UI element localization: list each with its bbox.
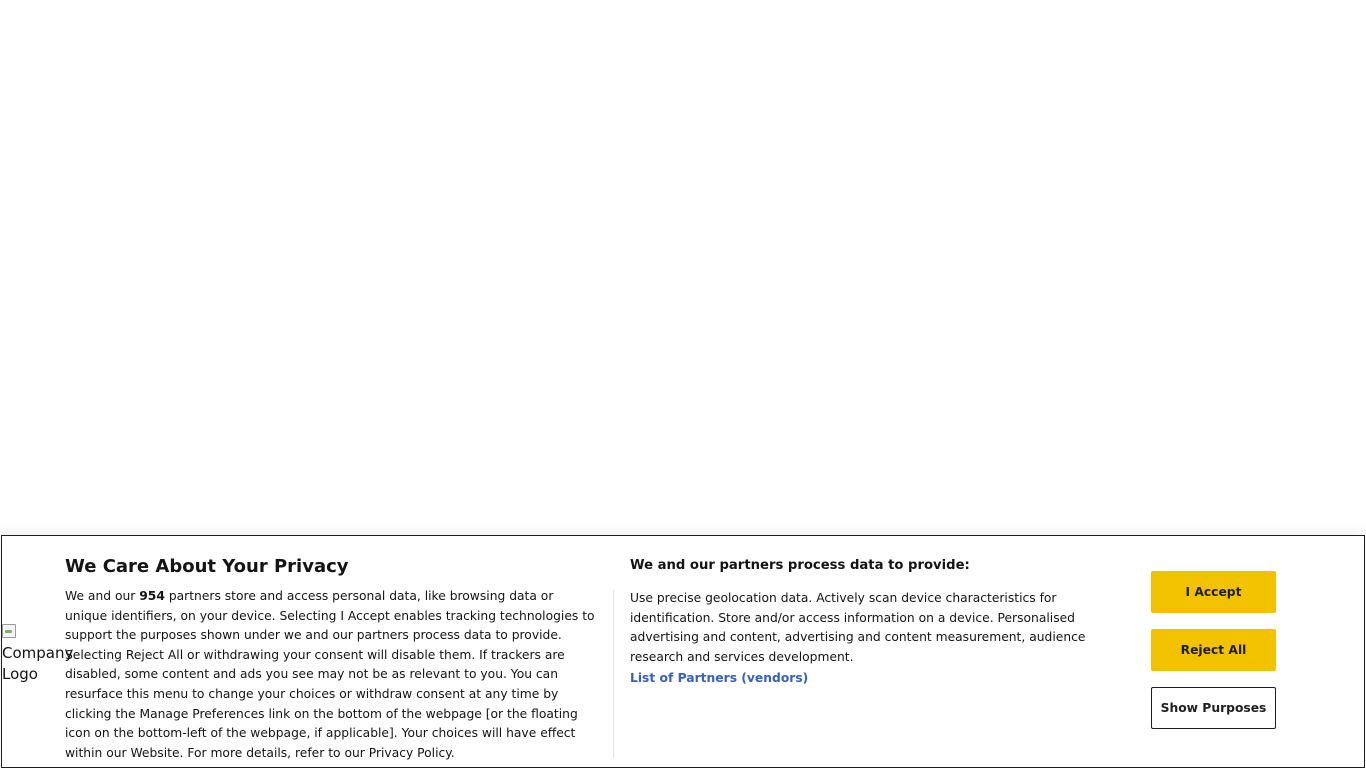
section-divider — [613, 590, 614, 758]
company-logo — [2, 622, 74, 683]
privacy-policy-section — [65, 556, 595, 763]
broken-image-icon — [2, 624, 16, 638]
banner-title: We Care About Your Privacy — [65, 556, 349, 577]
purposes-section — [630, 557, 1110, 686]
show-purposes-button[interactable]: Show Purposes — [1151, 687, 1276, 729]
cookie-consent-banner — [1, 535, 1365, 768]
purposes-title: We and our partners process data to provide: — [630, 558, 970, 573]
reject-all-button[interactable]: Reject All — [1151, 629, 1276, 671]
intro-text-start: We and our — [65, 589, 140, 603]
company-logo-alt-text: Company Logo — [2, 644, 74, 683]
accept-button[interactable]: I Accept — [1151, 571, 1276, 613]
privacy-description — [65, 587, 595, 763]
consent-buttons — [1151, 571, 1277, 745]
partner-count: 954 — [139, 589, 165, 603]
intro-text-end: partners store and access personal data, like browsing data or unique identifiers, on your device. Selecting I Accept enables tracking technologies to support the purposes shown under we and our partners process data to provide. Selecting Reject All or withdrawing your consent will disable them. If trackers are disabled, some content and ads you see may not be as relevant to you. You can resurface this menu to change your choices or withdraw consent at any time by clicking the Manage Preferences link on the bottom of the webpage [or the floating icon on the bottom-left of the webpage, if applicable]. Your choices will have effect within our Website. For more details, refer to our Privacy Policy. — [65, 589, 595, 760]
partners-list-link[interactable]: List of Partners (vendors) — [630, 671, 809, 686]
purposes-list: Use precise geolocation data. Actively scan device characteristics for identification. Store and/or access information on a device. Personalised advertising and content, advertising and content measurement, audience research and services development. — [630, 591, 1086, 664]
